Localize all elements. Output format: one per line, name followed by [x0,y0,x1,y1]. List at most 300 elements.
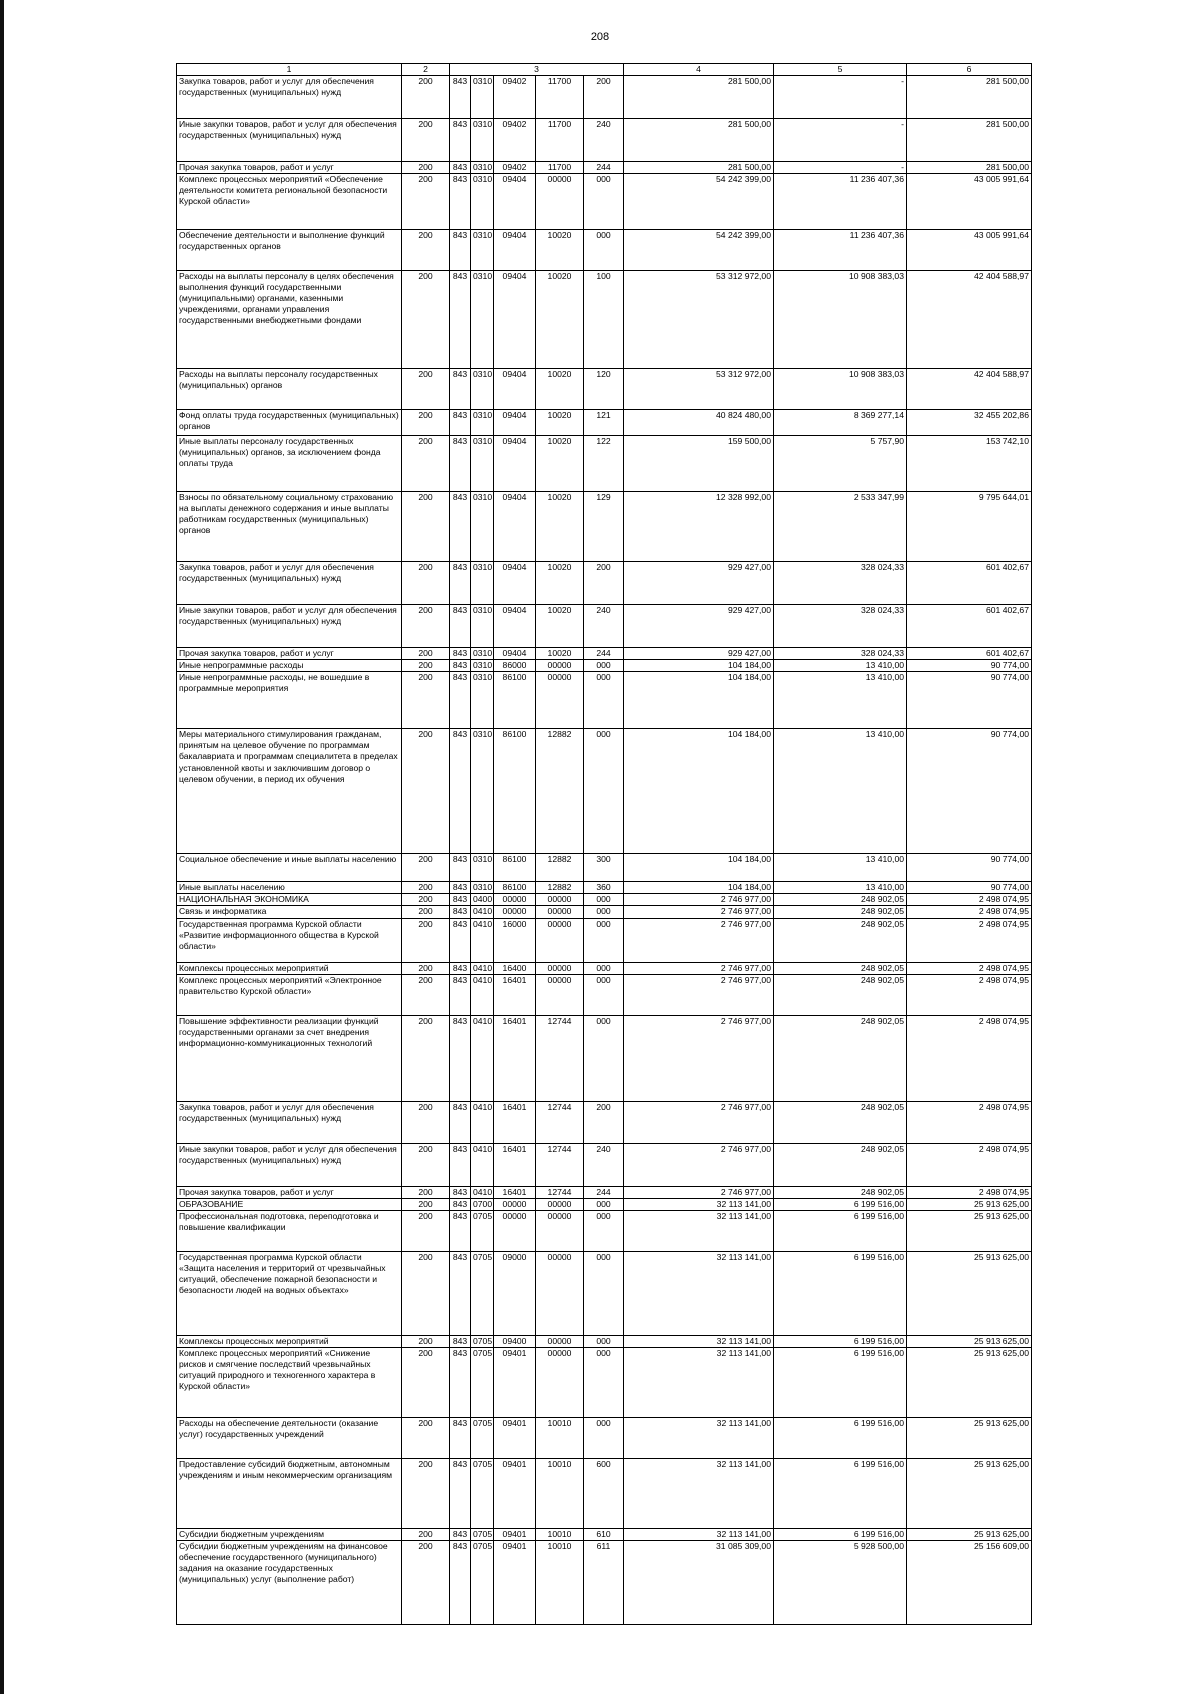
table-row [177,962,1032,974]
row-admin-code: 843 [450,410,471,436]
row-section-code: 0310 [471,648,494,660]
row-name: Иные непрограммные расходы [177,660,402,672]
row-program-code: 00000 [494,1210,536,1251]
row-name: Комплексы процессных мероприятий [177,962,402,974]
row-code: 200 [402,1251,450,1335]
row-expense-type: 244 [584,1186,624,1198]
row-name: Предоставление субсидий бюджетным, автономным учреждениям и иным некоммерческим организациям [177,1458,402,1528]
row-program-code: 16401 [494,1186,536,1198]
row-expense-type: 000 [584,1015,624,1101]
table-row [177,492,1032,562]
row-direction-code: 12744 [536,1186,584,1198]
row-section-code: 0410 [471,1015,494,1101]
row-section-code: 0705 [471,1347,494,1417]
row-code: 200 [402,174,450,230]
row-name: Расходы на обеспечение деятельности (оказание услуг) государственных учреждений [177,1417,402,1458]
row-section-code: 0700 [471,1198,494,1210]
row-admin-code: 843 [450,672,471,729]
row-expense-type: 121 [584,410,624,436]
row-amount-executed: 248 902,05 [774,906,907,918]
table-row [177,729,1032,854]
row-direction-code: 00000 [536,918,584,962]
row-admin-code: 843 [450,918,471,962]
row-amount-executed: - [774,162,907,174]
row-amount-remaining: 25 913 625,00 [907,1251,1032,1335]
table-row [177,906,1032,918]
row-program-code: 86100 [494,882,536,894]
row-name: Повышение эффективности реализации функций государственными органами за счет внедрения информационно-коммуникационных технологий [177,1015,402,1101]
row-code: 200 [402,729,450,854]
row-program-code: 09401 [494,1458,536,1528]
row-code: 200 [402,854,450,882]
budget-table [176,63,1032,1625]
table-row [177,854,1032,882]
row-expense-type: 000 [584,230,624,271]
row-name: Комплекс процессных мероприятий «Снижение рисков и смягчение последствий чрезвычайных ситуаций природного и техногенного характера в Курской области» [177,1347,402,1417]
row-expense-type: 200 [584,1101,624,1143]
row-amount-remaining: 43 005 991,64 [907,230,1032,271]
row-name: Комплекс процессных мероприятий «Обеспечение деятельности комитета региональной безопасности Курской области» [177,174,402,230]
row-name: Расходы на выплаты персоналу в целях обеспечения выполнения функций государственными (муниципальными) органами, казенными учреждениями, органами управления государственными внебюджетными фондами [177,271,402,369]
row-name: Иные выплаты населению [177,882,402,894]
row-section-code: 0310 [471,162,494,174]
row-amount-planned: 32 113 141,00 [624,1417,774,1458]
row-program-code: 09402 [494,162,536,174]
scan-left-edge [0,0,4,1694]
row-program-code: 09404 [494,492,536,562]
row-amount-planned: 54 242 399,00 [624,230,774,271]
row-section-code: 0410 [471,1101,494,1143]
row-direction-code: 00000 [536,1347,584,1417]
table-row [177,76,1032,119]
row-amount-remaining: 281 500,00 [907,162,1032,174]
row-amount-planned: 2 746 977,00 [624,1186,774,1198]
row-amount-executed: 13 410,00 [774,729,907,854]
row-amount-remaining: 90 774,00 [907,729,1032,854]
row-amount-executed: 11 236 407,36 [774,174,907,230]
row-program-code: 09402 [494,76,536,119]
row-direction-code: 10020 [536,369,584,410]
row-direction-code: 12882 [536,882,584,894]
row-direction-code: 10020 [536,271,584,369]
row-direction-code: 10020 [536,492,584,562]
row-admin-code: 843 [450,1417,471,1458]
table-row [177,162,1032,174]
row-direction-code: 10020 [536,436,584,492]
row-admin-code: 843 [450,1347,471,1417]
table-row [177,1347,1032,1417]
row-program-code: 09402 [494,119,536,162]
row-admin-code: 843 [450,1251,471,1335]
row-section-code: 0310 [471,230,494,271]
row-amount-executed: 248 902,05 [774,1015,907,1101]
row-name: Иные закупки товаров, работ и услуг для обеспечения государственных (муниципальных) нужд [177,1143,402,1186]
row-admin-code: 843 [450,729,471,854]
row-amount-planned: 104 184,00 [624,660,774,672]
row-name: ОБРАЗОВАНИЕ [177,1198,402,1210]
row-program-code: 09400 [494,1335,536,1347]
row-amount-executed: 6 199 516,00 [774,1528,907,1540]
row-amount-remaining: 2 498 074,95 [907,974,1032,1015]
row-code: 200 [402,1347,450,1417]
table-row [177,1335,1032,1347]
table-row [177,562,1032,605]
row-code: 200 [402,369,450,410]
row-code: 200 [402,230,450,271]
row-program-code: 00000 [494,906,536,918]
table-row [177,882,1032,894]
row-amount-planned: 929 427,00 [624,562,774,605]
row-direction-code: 12744 [536,1015,584,1101]
table-row [177,1528,1032,1540]
table-row [177,648,1032,660]
row-amount-executed: 6 199 516,00 [774,1251,907,1335]
row-section-code: 0310 [471,672,494,729]
page-number: 208 [590,31,610,43]
row-amount-planned: 281 500,00 [624,162,774,174]
row-section-code: 0410 [471,918,494,962]
row-amount-executed: 5 928 500,00 [774,1541,907,1625]
row-name: Комплекс процессных мероприятий «Электронное правительство Курской области» [177,974,402,1015]
row-program-code: 16401 [494,1101,536,1143]
row-amount-remaining: 9 795 644,01 [907,492,1032,562]
row-amount-executed: 248 902,05 [774,894,907,906]
row-admin-code: 843 [450,974,471,1015]
header-col-5: 5 [774,64,907,76]
row-amount-executed: 328 024,33 [774,648,907,660]
row-code: 200 [402,1417,450,1458]
row-admin-code: 843 [450,1143,471,1186]
row-section-code: 0705 [471,1417,494,1458]
row-expense-type: 000 [584,1210,624,1251]
row-amount-executed: 13 410,00 [774,660,907,672]
row-section-code: 0410 [471,1186,494,1198]
row-program-code: 86100 [494,729,536,854]
row-name: Расходы на выплаты персоналу государственных (муниципальных) органов [177,369,402,410]
row-expense-type: 000 [584,672,624,729]
row-program-code: 16000 [494,918,536,962]
row-program-code: 09404 [494,271,536,369]
header-col-4: 4 [624,64,774,76]
row-section-code: 0310 [471,882,494,894]
table-row [177,174,1032,230]
row-admin-code: 843 [450,1335,471,1347]
row-program-code: 86100 [494,672,536,729]
row-admin-code: 843 [450,492,471,562]
row-section-code: 0310 [471,492,494,562]
row-amount-planned: 2 746 977,00 [624,1015,774,1101]
row-code: 200 [402,162,450,174]
row-amount-remaining: 25 913 625,00 [907,1210,1032,1251]
row-code: 200 [402,974,450,1015]
row-code: 200 [402,906,450,918]
row-direction-code: 00000 [536,672,584,729]
row-admin-code: 843 [450,1101,471,1143]
row-name: Связь и информатика [177,906,402,918]
row-direction-code: 11700 [536,162,584,174]
row-program-code: 09000 [494,1251,536,1335]
row-admin-code: 843 [450,1015,471,1101]
row-expense-type: 000 [584,1347,624,1417]
row-name: Социальное обеспечение и иные выплаты населению [177,854,402,882]
row-expense-type: 610 [584,1528,624,1540]
row-code: 200 [402,962,450,974]
row-admin-code: 843 [450,882,471,894]
row-amount-executed: 6 199 516,00 [774,1347,907,1417]
row-amount-planned: 2 746 977,00 [624,1143,774,1186]
row-admin-code: 843 [450,1198,471,1210]
row-amount-planned: 32 113 141,00 [624,1347,774,1417]
row-code: 200 [402,1541,450,1625]
row-code: 200 [402,1528,450,1540]
row-expense-type: 000 [584,1251,624,1335]
row-amount-planned: 104 184,00 [624,854,774,882]
row-amount-remaining: 25 913 625,00 [907,1458,1032,1528]
row-expense-type: 129 [584,492,624,562]
table-row [177,271,1032,369]
row-section-code: 0705 [471,1528,494,1540]
row-amount-executed: 248 902,05 [774,974,907,1015]
row-section-code: 0705 [471,1251,494,1335]
row-expense-type: 200 [584,76,624,119]
table-row [177,605,1032,648]
table-row [177,410,1032,436]
row-amount-remaining: 90 774,00 [907,672,1032,729]
row-expense-type: 360 [584,882,624,894]
row-amount-executed: 6 199 516,00 [774,1335,907,1347]
table-row [177,1210,1032,1251]
row-amount-executed: - [774,76,907,119]
row-name: Взносы по обязательному социальному страхованию на выплаты денежного содержания и иные выплаты работникам государственных (муниципальных) органов [177,492,402,562]
row-amount-planned: 929 427,00 [624,648,774,660]
row-program-code: 86100 [494,854,536,882]
row-expense-type: 000 [584,894,624,906]
table-row [177,1143,1032,1186]
row-direction-code: 00000 [536,1198,584,1210]
row-direction-code: 10020 [536,562,584,605]
row-name: Закупка товаров, работ и услуг для обеспечения государственных (муниципальных) нужд [177,76,402,119]
row-amount-executed: - [774,119,907,162]
row-section-code: 0705 [471,1541,494,1625]
row-amount-executed: 13 410,00 [774,854,907,882]
row-direction-code: 12744 [536,1101,584,1143]
row-code: 200 [402,648,450,660]
row-amount-remaining: 601 402,67 [907,562,1032,605]
row-section-code: 0705 [471,1210,494,1251]
row-code: 200 [402,1198,450,1210]
row-amount-planned: 40 824 480,00 [624,410,774,436]
row-section-code: 0310 [471,410,494,436]
row-name: Фонд оплаты труда государственных (муниципальных) органов [177,410,402,436]
row-amount-planned: 2 746 977,00 [624,894,774,906]
row-direction-code: 10020 [536,605,584,648]
row-name: Закупка товаров, работ и услуг для обеспечения государственных (муниципальных) нужд [177,1101,402,1143]
row-amount-executed: 13 410,00 [774,882,907,894]
row-amount-planned: 281 500,00 [624,119,774,162]
row-code: 200 [402,1015,450,1101]
header-col-3: 3 [450,64,624,76]
row-direction-code: 00000 [536,894,584,906]
row-section-code: 0310 [471,660,494,672]
row-amount-executed: 11 236 407,36 [774,230,907,271]
row-code: 200 [402,1143,450,1186]
row-amount-planned: 2 746 977,00 [624,1101,774,1143]
row-admin-code: 843 [450,162,471,174]
row-amount-executed: 248 902,05 [774,918,907,962]
row-code: 200 [402,1458,450,1528]
header-col-1: 1 [177,64,402,76]
row-direction-code: 10010 [536,1417,584,1458]
table-row [177,974,1032,1015]
row-expense-type: 240 [584,1143,624,1186]
row-amount-planned: 929 427,00 [624,605,774,648]
row-code: 200 [402,119,450,162]
table-row [177,1101,1032,1143]
row-admin-code: 843 [450,436,471,492]
row-direction-code: 12882 [536,729,584,854]
row-amount-planned: 53 312 972,00 [624,369,774,410]
row-expense-type: 000 [584,962,624,974]
row-program-code: 09404 [494,436,536,492]
row-name: Прочая закупка товаров, работ и услуг [177,162,402,174]
row-amount-remaining: 2 498 074,95 [907,1186,1032,1198]
row-amount-remaining: 281 500,00 [907,119,1032,162]
row-section-code: 0310 [471,369,494,410]
row-admin-code: 843 [450,369,471,410]
row-admin-code: 843 [450,174,471,230]
row-code: 200 [402,76,450,119]
row-expense-type: 000 [584,918,624,962]
row-expense-type: 000 [584,729,624,854]
row-code: 200 [402,410,450,436]
row-program-code: 09404 [494,605,536,648]
row-code: 200 [402,660,450,672]
row-amount-planned: 159 500,00 [624,436,774,492]
row-section-code: 0310 [471,76,494,119]
row-amount-remaining: 43 005 991,64 [907,174,1032,230]
row-amount-remaining: 90 774,00 [907,660,1032,672]
row-expense-type: 000 [584,1335,624,1347]
row-program-code: 09404 [494,174,536,230]
row-name: Прочая закупка товаров, работ и услуг [177,648,402,660]
row-amount-planned: 32 113 141,00 [624,1251,774,1335]
row-amount-remaining: 25 913 625,00 [907,1417,1032,1458]
row-expense-type: 122 [584,436,624,492]
row-amount-remaining: 90 774,00 [907,854,1032,882]
row-section-code: 0310 [471,271,494,369]
row-admin-code: 843 [450,648,471,660]
row-amount-planned: 31 085 309,00 [624,1541,774,1625]
row-amount-remaining: 25 913 625,00 [907,1198,1032,1210]
table-row [177,1251,1032,1335]
row-direction-code: 10010 [536,1541,584,1625]
row-code: 200 [402,1186,450,1198]
row-expense-type: 240 [584,119,624,162]
row-section-code: 0400 [471,894,494,906]
row-amount-remaining: 25 913 625,00 [907,1347,1032,1417]
row-program-code: 09404 [494,410,536,436]
row-admin-code: 843 [450,906,471,918]
row-admin-code: 843 [450,76,471,119]
row-direction-code: 00000 [536,962,584,974]
row-name: Иные закупки товаров, работ и услуг для обеспечения государственных (муниципальных) нужд [177,605,402,648]
row-expense-type: 000 [584,174,624,230]
row-amount-executed: 6 199 516,00 [774,1458,907,1528]
row-name: Иные выплаты персоналу государственных (муниципальных) органов, за исключением фонда оплаты труда [177,436,402,492]
row-amount-executed: 248 902,05 [774,1186,907,1198]
row-section-code: 0410 [471,906,494,918]
row-amount-planned: 104 184,00 [624,882,774,894]
row-admin-code: 843 [450,962,471,974]
table-row [177,918,1032,962]
row-direction-code: 10010 [536,1528,584,1540]
row-amount-remaining: 2 498 074,95 [907,906,1032,918]
row-program-code: 16400 [494,962,536,974]
row-direction-code: 12882 [536,854,584,882]
row-expense-type: 000 [584,1198,624,1210]
row-program-code: 00000 [494,1198,536,1210]
row-name: Субсидии бюджетным учреждениям [177,1528,402,1540]
row-direction-code: 10020 [536,410,584,436]
row-program-code: 09404 [494,648,536,660]
row-direction-code: 00000 [536,974,584,1015]
row-direction-code: 10020 [536,648,584,660]
row-amount-planned: 32 113 141,00 [624,1528,774,1540]
row-name: Иные непрограммные расходы, не вошедшие в программные мероприятия [177,672,402,729]
row-expense-type: 240 [584,605,624,648]
row-section-code: 0310 [471,605,494,648]
row-admin-code: 843 [450,119,471,162]
row-section-code: 0310 [471,119,494,162]
row-admin-code: 843 [450,1541,471,1625]
row-program-code: 16401 [494,1015,536,1101]
row-program-code: 09401 [494,1417,536,1458]
row-section-code: 0410 [471,962,494,974]
row-amount-remaining: 32 455 202,86 [907,410,1032,436]
row-amount-remaining: 2 498 074,95 [907,918,1032,962]
row-amount-executed: 10 908 383,03 [774,369,907,410]
row-direction-code: 00000 [536,1251,584,1335]
row-amount-executed: 10 908 383,03 [774,271,907,369]
row-expense-type: 000 [584,1417,624,1458]
row-amount-executed: 248 902,05 [774,1101,907,1143]
row-amount-executed: 2 533 347,99 [774,492,907,562]
row-amount-planned: 2 746 977,00 [624,974,774,1015]
row-section-code: 0310 [471,854,494,882]
row-name: Закупка товаров, работ и услуг для обеспечения государственных (муниципальных) нужд [177,562,402,605]
row-admin-code: 843 [450,1458,471,1528]
row-amount-remaining: 2 498 074,95 [907,1143,1032,1186]
row-direction-code: 10020 [536,230,584,271]
row-amount-planned: 104 184,00 [624,729,774,854]
row-amount-remaining: 90 774,00 [907,882,1032,894]
row-amount-planned: 32 113 141,00 [624,1335,774,1347]
row-name: Меры материального стимулирования гражданам, принятым на целевое обучение по программам бакалавриата и программам специалитета в пределах установленной квоты и заключившим договор о целевом обучении, в период их обучения [177,729,402,854]
table-row [177,1015,1032,1101]
header-col-6: 6 [907,64,1032,76]
row-admin-code: 843 [450,1186,471,1198]
row-direction-code: 00000 [536,1335,584,1347]
row-amount-remaining: 2 498 074,95 [907,962,1032,974]
row-section-code: 0410 [471,974,494,1015]
row-code: 200 [402,436,450,492]
table-row [177,436,1032,492]
row-expense-type: 300 [584,854,624,882]
row-program-code: 16401 [494,974,536,1015]
row-amount-planned: 12 328 992,00 [624,492,774,562]
row-section-code: 0410 [471,1143,494,1186]
row-amount-planned: 32 113 141,00 [624,1458,774,1528]
